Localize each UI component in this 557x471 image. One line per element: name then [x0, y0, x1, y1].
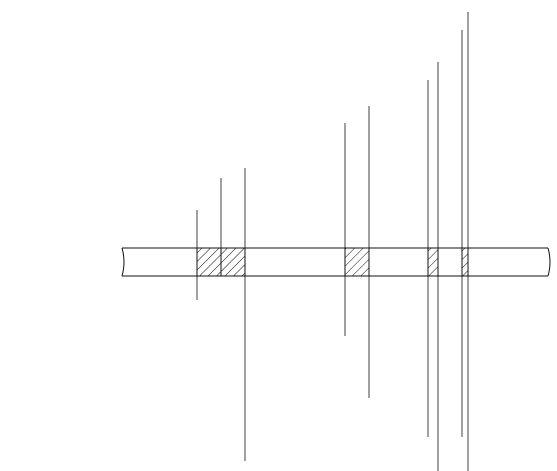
tolerance-zone-rough — [345, 248, 369, 276]
strip-break-right — [548, 248, 550, 276]
extension-lines — [197, 12, 468, 471]
tolerance-zone-blank-b — [221, 248, 245, 276]
tolerance-zone-fine — [462, 248, 468, 276]
workpiece-strip — [122, 248, 550, 276]
tolerance-zone-finish — [428, 248, 438, 276]
strip-break-left — [122, 248, 124, 276]
tolerance-zone-blank-a — [197, 248, 221, 276]
